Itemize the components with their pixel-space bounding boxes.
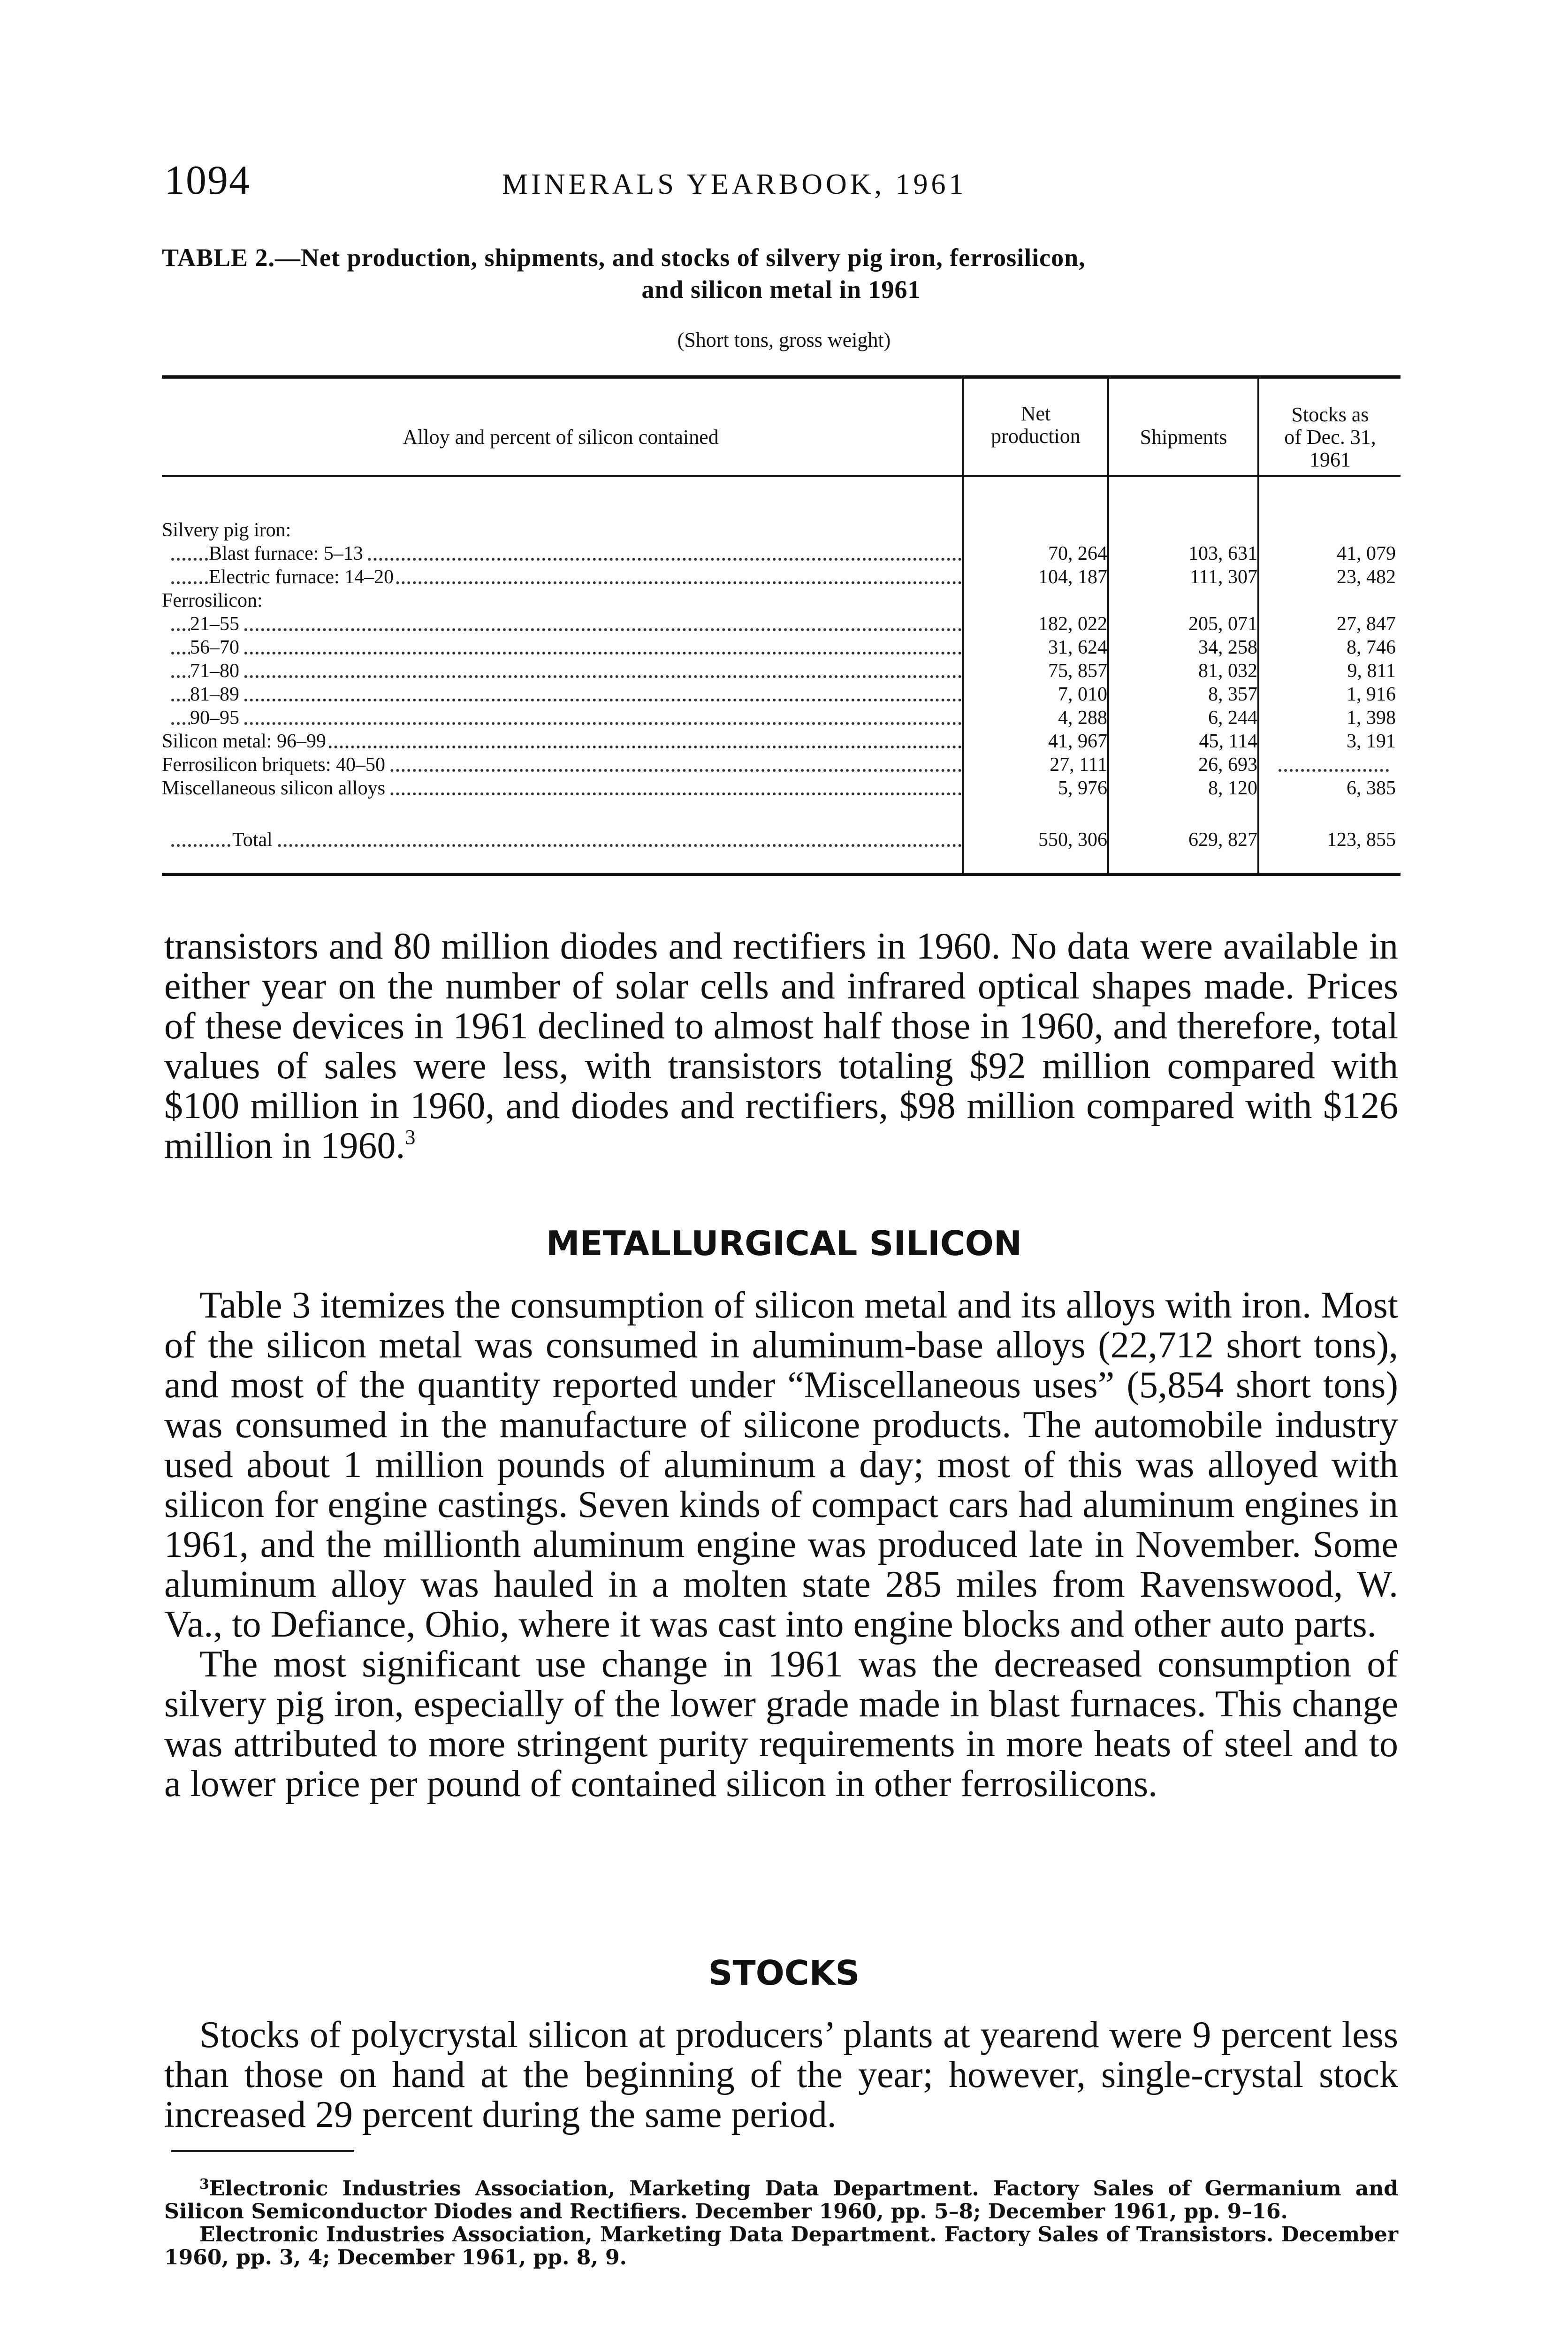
stocks-paragraph-1: Stocks of polycrystal silicon at producers’ plants at yearend were 9 percent less than those on hand at the beginning of the year; however, single-crystal stock increased 29 percent during the same period. [164, 2014, 1398, 2135]
table-row [162, 542, 1401, 565]
column-header-net-production [964, 403, 1107, 448]
table-row [162, 659, 1401, 683]
row-label: 21–55 [190, 612, 242, 636]
net-production-cell: 7, 010 [1058, 684, 1107, 705]
section-heading-metallurgical-silicon: METALLURGICAL SILICON [546, 1224, 1022, 1263]
table-row [162, 706, 1401, 730]
dot-leader [171, 628, 962, 631]
stocks-cell: 23, 482 [1337, 566, 1396, 588]
table-title-line-1: TABLE 2.—Net production, shipments, and stocks of silvery pig iron, ferrosilicon, [162, 244, 1086, 272]
table-row [162, 565, 1401, 589]
table-row [162, 777, 1401, 800]
stocks-cell: 1, 398 [1347, 707, 1396, 729]
shipments-cell: 8, 120 [1208, 777, 1257, 799]
intro-paragraph [164, 927, 1398, 1166]
stocks-cell: 1, 916 [1347, 684, 1396, 705]
running-title: MINERALS YEARBOOK, 1961 [502, 168, 967, 200]
stocks-cell-empty-leader [1279, 769, 1389, 772]
table-group-row [162, 589, 1401, 612]
dot-leader [171, 652, 962, 655]
shipments-cell: 26, 693 [1198, 754, 1257, 776]
group-label-ferrosilicon: Ferrosilicon: [162, 589, 266, 612]
row-label: 90–95 [190, 706, 242, 730]
net-production-cell: 5, 976 [1058, 777, 1107, 799]
dot-leader [171, 844, 962, 847]
table-row [162, 753, 1401, 777]
row-label: 56–70 [190, 636, 242, 659]
table-top-rule [162, 375, 1401, 379]
total-stocks: 123, 855 [1327, 829, 1396, 851]
column-header-net-line-2: production [991, 425, 1081, 448]
table-row [162, 612, 1401, 636]
section-heading-stocks: STOCKS [708, 1953, 860, 1993]
column-header-stocks-line-1: Stocks as [1291, 403, 1369, 426]
shipments-cell: 8, 357 [1208, 684, 1257, 705]
intro-paragraph-text: transistors and 80 million diodes and rectifiers in 1960. No data were available in either year on the number of solar cells and infrared optical shapes made. Prices of these devices in 1961 declined to almost half those in 1960, and therefore, total values of sales were less, with transistors totaling $92 million compared with $100 million in 1960, and diodes and rectifiers, $98 million compared with $126 million in 1960. [164, 926, 1398, 1166]
shipments-cell: 34, 258 [1198, 637, 1257, 658]
total-net-production: 550, 306 [1038, 829, 1107, 851]
footnote-marker: 3 [199, 2176, 209, 2193]
table-row [162, 730, 1401, 753]
row-label: Blast furnace: 5–13 [209, 542, 366, 565]
footnote-divider [171, 2150, 354, 2152]
shipments-cell: 205, 071 [1188, 613, 1257, 635]
row-label: 81–89 [190, 683, 242, 706]
column-header-stocks-line-2: of Dec. 31, [1284, 426, 1376, 449]
page-number: 1094 [164, 158, 251, 203]
row-label: Silicon metal: 96–99 [162, 730, 329, 753]
net-production-cell: 41, 967 [1048, 731, 1107, 752]
footnote-1 [164, 2177, 1398, 2223]
footnote-2: Electronic Industries Association, Marketing Data Department. Factory Sales of Transistors. December 1960, pp. 3, 4; December 1961, pp. 8, 9. [164, 2223, 1398, 2270]
column-header-stocks [1260, 404, 1401, 471]
shipments-cell: 111, 307 [1190, 566, 1257, 588]
table-header-rule [162, 475, 1401, 477]
net-production-cell: 27, 111 [1050, 754, 1107, 776]
total-shipments: 629, 827 [1188, 829, 1257, 851]
net-production-cell: 31, 624 [1048, 637, 1107, 658]
stocks-cell: 9, 811 [1347, 660, 1396, 682]
column-header-net-line-1: Net [1020, 402, 1051, 425]
table-row [162, 683, 1401, 706]
net-production-cell: 182, 022 [1038, 613, 1107, 635]
total-label: Total [232, 828, 275, 852]
table-title-line-2: and silicon metal in 1961 [641, 275, 921, 304]
stocks-cell: 6, 385 [1347, 777, 1396, 799]
column-header-shipments: Shipments [1140, 426, 1227, 449]
table-group-row [162, 518, 1401, 542]
shipments-cell: 81, 032 [1198, 660, 1257, 682]
dot-leader [171, 722, 962, 725]
metallurgical-paragraph-2: The most significant use change in 1961 was the decreased consumption of silvery pig iron, especially of the lower grade made in blast furnaces. This change was attributed to more stringent purity requirements in more heats of steel and to a lower price per pound of contained silicon in other ferrosilicons. [164, 1644, 1398, 1805]
table-total-row [162, 828, 1401, 852]
table-bottom-rule [162, 873, 1401, 876]
footnote-1-text: Electronic Industries Association, Marketing Data Department. Factory Sales of Germanium and Silicon Semiconductor Diodes and Rectifiers. December 1960, pp. 5–8; December 1961, pp. 9–16. [164, 2177, 1398, 2224]
net-production-cell: 70, 264 [1048, 543, 1107, 564]
table-subtitle: (Short tons, gross weight) [677, 328, 891, 351]
dot-leader [171, 699, 962, 701]
row-label: Electric furnace: 14–20 [209, 565, 396, 589]
footnote-reference: 3 [405, 1126, 416, 1149]
row-label: 71–80 [190, 659, 242, 683]
metallurgical-silicon-body [164, 1286, 1398, 1804]
footnotes [164, 2177, 1398, 2269]
stocks-cell: 41, 079 [1337, 543, 1396, 564]
group-label-silvery-pig-iron: Silvery pig iron: [162, 518, 294, 542]
net-production-cell: 75, 857 [1048, 660, 1107, 682]
shipments-cell: 103, 631 [1188, 543, 1257, 564]
net-production-cell: 4, 288 [1058, 707, 1107, 729]
dot-leader [171, 675, 962, 678]
shipments-cell: 45, 114 [1199, 731, 1257, 752]
row-label: Miscellaneous silicon alloys [162, 777, 388, 800]
stocks-body [164, 2015, 1398, 2135]
stocks-cell: 3, 191 [1347, 731, 1396, 752]
stocks-cell: 8, 746 [1347, 637, 1396, 658]
table-row [162, 636, 1401, 659]
row-label: Ferrosilicon briquets: 40–50 [162, 753, 388, 777]
stocks-cell: 27, 847 [1337, 613, 1396, 635]
shipments-cell: 6, 244 [1208, 707, 1257, 729]
column-header-stocks-line-3: 1961 [1309, 448, 1351, 471]
running-header [164, 155, 1398, 206]
metallurgical-paragraph-1: Table 3 itemizes the consumption of silicon metal and its alloys with iron. Most of the silicon metal was consumed in aluminum-base alloys (22,712 short tons), and most of the quantity reported under “Miscellaneous uses” (5,854 short tons) was consumed in the manufacture of silicone products. The automobile industry used about 1 million pounds of aluminum a day; most of this was alloyed with silicon for engine castings. Seven kinds of compact cars had aluminum engines in 1961, and the millionth aluminum engine was produced late in November. Some aluminum alloy was hauled in a molten state 285 miles from Ravenswood, W. Va., to Defiance, Ohio, where it was cast into engine blocks and other auto parts. [164, 1285, 1398, 1645]
column-header-alloy: Alloy and percent of silicon contained [403, 426, 719, 449]
table-title [162, 242, 1401, 305]
net-production-cell: 104, 187 [1038, 566, 1107, 588]
